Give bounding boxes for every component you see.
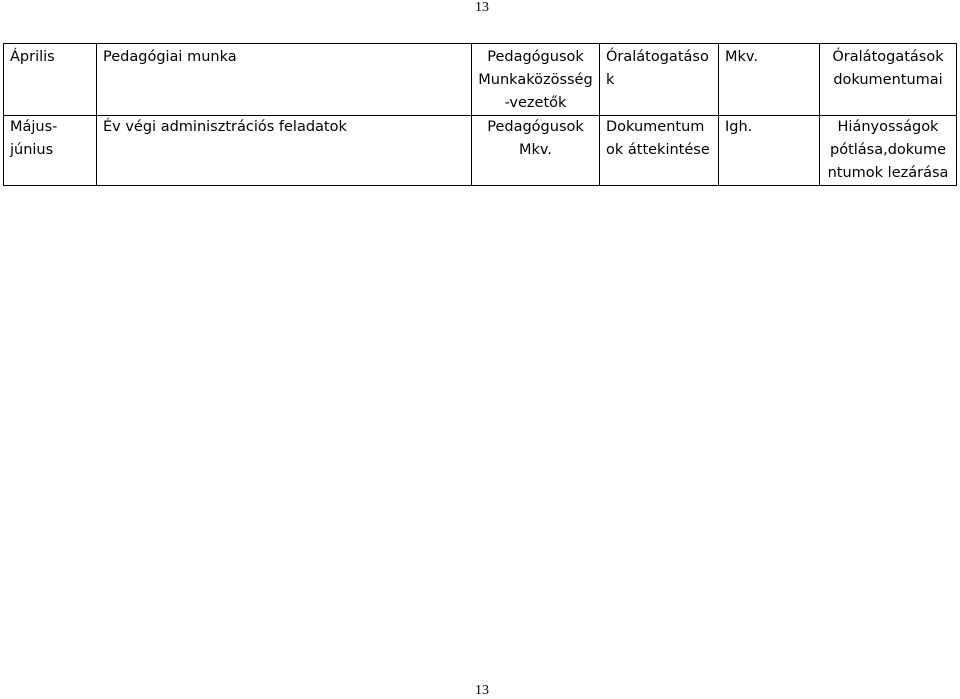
page-number-top: 13 [475,0,489,15]
work-plan-table [3,43,957,186]
date-cell: Április [4,44,97,116]
form-cell: Dokumentumok áttekintése [600,116,719,186]
date-cell: Május-június [4,116,97,186]
who-cell: Igh. [719,116,820,186]
responsible-cell: Pedagógusok Munkaközösség-vezetők [472,44,600,116]
output-cell: Hiányosságok pótlása,dokumentumok lezárása [820,116,957,186]
page-number-bottom: 13 [475,683,489,698]
responsible-cell: Pedagógusok Mkv. [472,116,600,186]
output-cell: Óralátogatások dokumentumai [820,44,957,116]
task-cell: Pedagógiai munka [97,44,472,116]
who-cell: Mkv. [719,44,820,116]
form-cell: Óralátogatások [600,44,719,116]
table-row [4,116,957,186]
task-cell: Év végi adminisztrációs feladatok [97,116,472,186]
table-row [4,44,957,116]
